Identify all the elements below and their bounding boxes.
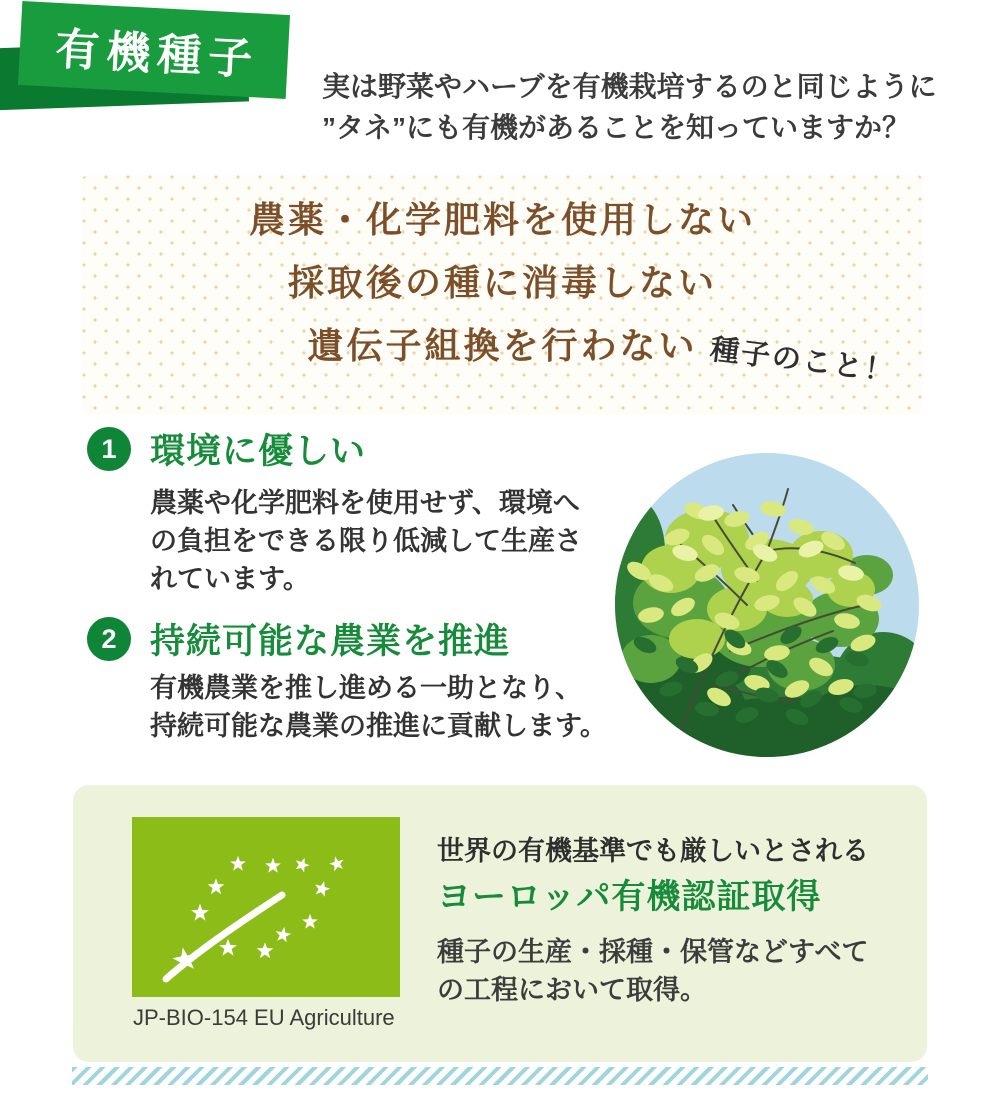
principle-no-pesticide: 農薬・化学肥料を使用しない (248, 199, 756, 240)
certification-title: ヨーロッパ有機認証取得 (437, 878, 822, 916)
badge-ribbon (18, 1, 290, 99)
intro-line-1: 実は野菜やハーブを有機栽培するのと同じように (322, 71, 937, 102)
certification-lead: 世界の有機基準でも厳しいとされる (437, 836, 869, 866)
feature-2-number: 2 (101, 623, 117, 654)
feature-2-body (150, 669, 607, 745)
principles-list (82, 175, 923, 364)
certification-body-line-2: の工程において取得。 (437, 975, 707, 1005)
feature-1-number: 1 (101, 433, 117, 464)
feature-1-title: 環境に優しい (150, 432, 367, 471)
intro-line-2: ”タネ”にも有機があることを知っていますか？ (322, 112, 911, 143)
principles-box (82, 175, 923, 415)
principle-no-gmo: 遺伝子組換を行わない (307, 325, 698, 366)
eu-logo-caption: JP-BIO-154 EU Agriculture (133, 1005, 395, 1030)
leaves-photo (615, 453, 919, 757)
euro-leaf-icon (132, 817, 400, 997)
principles-suffix: 種子のこと！ (708, 333, 897, 389)
striped-tape-divider (72, 1067, 928, 1085)
eu-organic-logo (132, 817, 400, 997)
feature-1-body-line-3: れています。 (150, 564, 310, 594)
badge-label: 有機種子 (54, 24, 261, 85)
certification-panel (73, 785, 927, 1062)
feature-1-number-badge (87, 427, 131, 471)
feature-2-body-line-1: 有機農業を推し進める一助となり、 (150, 673, 582, 703)
feature-1-body (150, 484, 582, 598)
feature-1-body-line-2: の負担をできる限り低減して生産さ (150, 526, 582, 556)
feature-2-body-line-2: 持続可能な農業の推進に貢献します。 (150, 711, 607, 741)
leaves-photo-illustration (615, 453, 919, 757)
feature-2-number-badge (87, 617, 131, 661)
feature-2-title: 持続可能な農業を推進 (150, 622, 511, 661)
certification-body (437, 933, 868, 1009)
principle-no-disinfection: 採取後の種に消毒しない (287, 262, 717, 303)
certification-body-line-1: 種子の生産・採種・保管などすべて (437, 937, 869, 967)
organic-seed-badge (0, 0, 310, 120)
feature-1-body-line-1: 農薬や化学肥料を使用せず、環境へ (150, 488, 580, 518)
intro-text (322, 66, 937, 148)
